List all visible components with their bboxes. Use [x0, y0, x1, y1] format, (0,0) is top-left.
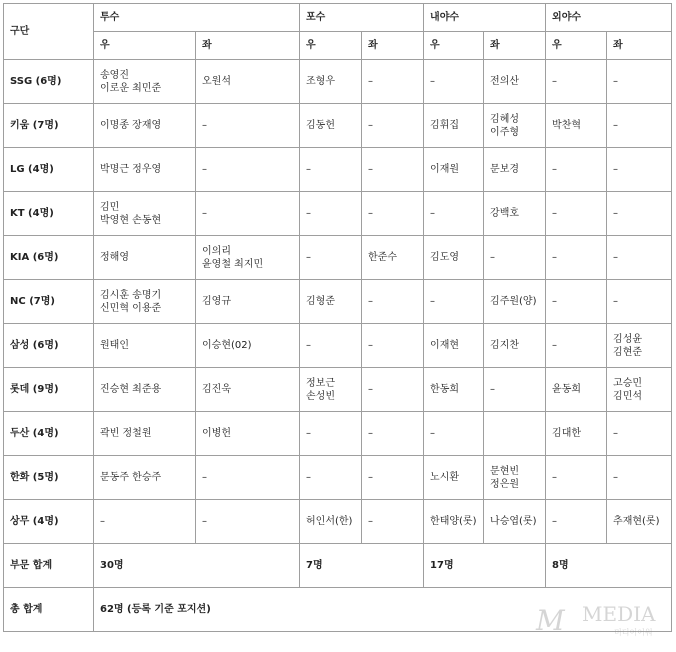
header-team: 구단: [4, 4, 94, 60]
table-cell: –: [196, 456, 300, 500]
team-name: SSG (6명): [4, 60, 94, 104]
table-cell: –: [607, 104, 672, 148]
table-cell: 김성윤 김현준: [607, 324, 672, 368]
table-cell: –: [196, 500, 300, 544]
table-cell: 김휘집: [424, 104, 484, 148]
watermark-text: MEDIA: [582, 602, 656, 626]
watermark-mark: M: [536, 604, 563, 637]
table-cell: –: [362, 324, 424, 368]
team-name: NC (7명): [4, 280, 94, 324]
table-cell: –: [362, 500, 424, 544]
watermark-subtext: 미디어어워: [614, 628, 653, 637]
table-cell: 노시환: [424, 456, 484, 500]
table-cell: –: [362, 60, 424, 104]
table-cell: 김시훈 송명기 신민혁 이용준: [94, 280, 196, 324]
table-cell: 이재현: [424, 324, 484, 368]
table-cell: 김대한: [546, 412, 607, 456]
table-cell: –: [546, 324, 607, 368]
table-cell: 김지찬: [484, 324, 546, 368]
table-cell: 한태양(롯): [424, 500, 484, 544]
table-cell: 문보경: [484, 148, 546, 192]
table-cell: –: [300, 456, 362, 500]
table-cell: 고승민 김민석: [607, 368, 672, 412]
table-cell: 송영진 이로운 최민준: [94, 60, 196, 104]
table-cell: 전의산: [484, 60, 546, 104]
subtotal-label: 부문 합계: [4, 544, 94, 588]
table-cell: 허인서(한): [300, 500, 362, 544]
table-cell: 박찬혁: [546, 104, 607, 148]
table-cell: –: [546, 60, 607, 104]
team-name: KIA (6명): [4, 236, 94, 280]
table-cell: –: [362, 280, 424, 324]
table-cell: –: [546, 236, 607, 280]
header-side: 좌: [362, 32, 424, 60]
subtotal-infielder: 17명: [424, 544, 546, 588]
table-cell: 김동헌: [300, 104, 362, 148]
table-cell: –: [546, 192, 607, 236]
table-cell: –: [300, 148, 362, 192]
table-cell: –: [196, 148, 300, 192]
table-cell: –: [607, 236, 672, 280]
table-cell: 진승현 최준용: [94, 368, 196, 412]
subtotal-row: [4, 544, 672, 588]
table-cell: –: [196, 104, 300, 148]
table-row: [4, 500, 672, 544]
subtotal-pitcher: 30명: [94, 544, 300, 588]
table-cell: –: [94, 500, 196, 544]
header-row-sides: [4, 32, 672, 60]
header-catcher: 포수: [300, 4, 424, 32]
team-name: 두산 (4명): [4, 412, 94, 456]
table-cell: –: [424, 192, 484, 236]
table-cell: 이명종 장재영: [94, 104, 196, 148]
table-cell: –: [196, 192, 300, 236]
table-cell: –: [424, 60, 484, 104]
table-row: [4, 236, 672, 280]
table-cell: 문동주 한승주: [94, 456, 196, 500]
table-cell: –: [362, 456, 424, 500]
roster-table: [3, 3, 672, 632]
header-side: 우: [546, 32, 607, 60]
table-row: [4, 456, 672, 500]
header-infielder: 내야수: [424, 4, 546, 32]
table-cell: –: [362, 368, 424, 412]
table-cell: –: [546, 280, 607, 324]
total-value: 62명 (등록 기준 포지션): [94, 588, 672, 632]
table-cell: –: [300, 236, 362, 280]
table-cell: 김진욱: [196, 368, 300, 412]
table-row: [4, 324, 672, 368]
header-side: 좌: [196, 32, 300, 60]
total-row: [4, 588, 672, 632]
table-cell: [484, 412, 546, 456]
table-cell: 이승현(02): [196, 324, 300, 368]
table-cell: 이병헌: [196, 412, 300, 456]
table-cell: –: [424, 412, 484, 456]
table-cell: 강백호: [484, 192, 546, 236]
table-row: [4, 280, 672, 324]
team-name: KT (4명): [4, 192, 94, 236]
table-cell: 김영규: [196, 280, 300, 324]
table-row: [4, 148, 672, 192]
table-cell: –: [607, 280, 672, 324]
table-cell: –: [484, 368, 546, 412]
table-cell: 원태인: [94, 324, 196, 368]
header-row-positions: [4, 4, 672, 32]
table-cell: –: [546, 148, 607, 192]
table-cell: 김주원(양): [484, 280, 546, 324]
header-side: 우: [424, 32, 484, 60]
table-cell: –: [424, 280, 484, 324]
subtotal-outfielder: 8명: [546, 544, 672, 588]
table-cell: 추재현(롯): [607, 500, 672, 544]
header-side: 우: [300, 32, 362, 60]
table-cell: 정해영: [94, 236, 196, 280]
table-cell: 한준수: [362, 236, 424, 280]
table-cell: –: [607, 148, 672, 192]
header-pitcher: 투수: [94, 4, 300, 32]
table-cell: –: [300, 192, 362, 236]
header-side: 좌: [607, 32, 672, 60]
table-row: [4, 412, 672, 456]
table-cell: –: [546, 500, 607, 544]
table-cell: –: [607, 192, 672, 236]
table-cell: 나승엽(롯): [484, 500, 546, 544]
table-cell: 김민 박영현 손동현: [94, 192, 196, 236]
table-cell: 박명근 정우영: [94, 148, 196, 192]
team-name: 삼성 (6명): [4, 324, 94, 368]
team-name: 상무 (4명): [4, 500, 94, 544]
table-row: [4, 60, 672, 104]
table-cell: –: [546, 456, 607, 500]
header-outfielder: 외야수: [546, 4, 672, 32]
table-cell: 윤동희: [546, 368, 607, 412]
table-cell: 이재원: [424, 148, 484, 192]
table-cell: –: [362, 412, 424, 456]
team-name: 한화 (5명): [4, 456, 94, 500]
table-cell: –: [607, 456, 672, 500]
table-cell: 김형준: [300, 280, 362, 324]
table-row: [4, 104, 672, 148]
table-cell: –: [362, 192, 424, 236]
table-cell: 조형우: [300, 60, 362, 104]
team-name: 키움 (7명): [4, 104, 94, 148]
table-cell: 문현빈 정은원: [484, 456, 546, 500]
table-row: [4, 192, 672, 236]
team-name: LG (4명): [4, 148, 94, 192]
header-side: 우: [94, 32, 196, 60]
table-row: [4, 368, 672, 412]
table-cell: 오원석: [196, 60, 300, 104]
table-cell: –: [362, 148, 424, 192]
table-cell: 한동희: [424, 368, 484, 412]
table-cell: 이의리 윤영철 최지민: [196, 236, 300, 280]
table-cell: –: [607, 412, 672, 456]
table-cell: –: [484, 236, 546, 280]
table-cell: 김혜성 이주형: [484, 104, 546, 148]
table-cell: 곽빈 정철원: [94, 412, 196, 456]
roster-table-container: [3, 3, 671, 632]
total-label: 총 합계: [4, 588, 94, 632]
table-cell: 김도영: [424, 236, 484, 280]
table-cell: 정보근 손성빈: [300, 368, 362, 412]
table-cell: –: [607, 60, 672, 104]
table-cell: –: [300, 412, 362, 456]
header-side: 좌: [484, 32, 546, 60]
table-cell: –: [362, 104, 424, 148]
table-cell: –: [300, 324, 362, 368]
subtotal-catcher: 7명: [300, 544, 424, 588]
team-name: 롯데 (9명): [4, 368, 94, 412]
